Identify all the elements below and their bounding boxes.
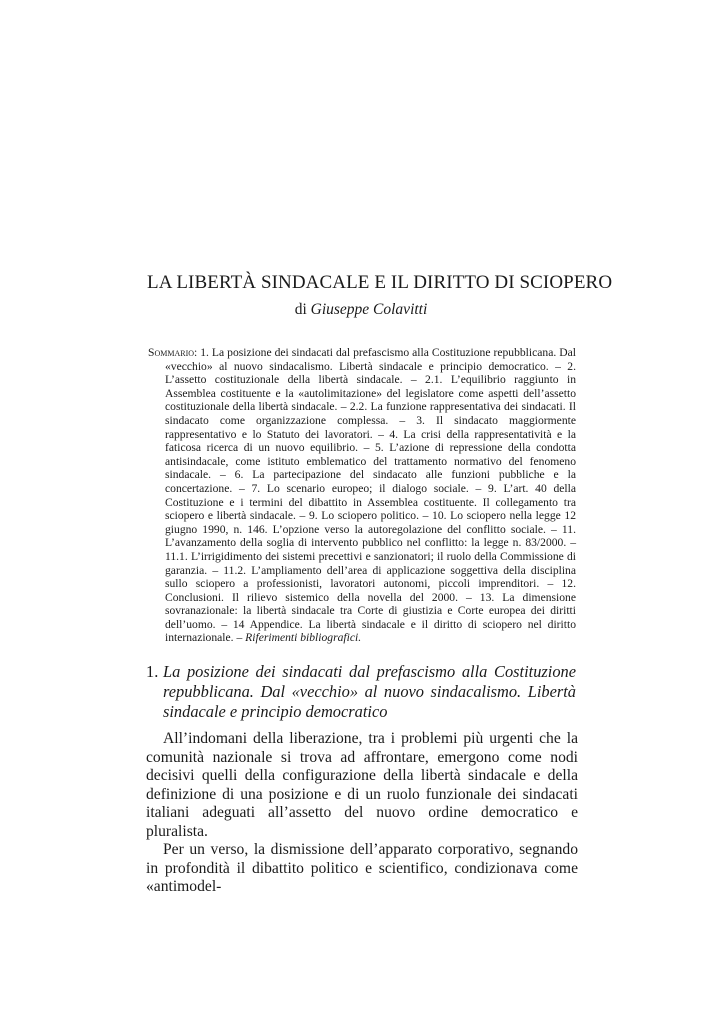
- summary-text: 1. La posizione dei sindacati dal prefascismo alla Costituzione repubblicana. Dal «vecchio» al nuovo sindacalismo. Libertà sindacale e principio democratico. – 2. L’assetto costituzionale della libertà sindacale. – 2.1. L’equilibrio raggiunto in Assemblea costituente e la «autolimitazione» del legislatore come aspetti dell’assetto costituzionale della libertà sindacale. – 2.2. La funzione rappresentativa dei sindacati. Il sindacato come organizzazione complessa. – 3. Il sindacato maggiormente rappresentativo e lo Statuto dei lavoratori. – 4. La crisi della rappresentatività e la faticosa ricerca di un nuovo equilibrio. – 5. L’azione di repressione della condotta antisindacale, come istituto emblematico del trattamento normativo del fenomeno sindacale. – 6. La partecipazione del sindacato alle funzioni pubbliche e la concertazione. – 7. Lo scenario europeo; il dialogo sociale. – 9. L’art. 40 della Costituzione e i termini del dibattito in Assemblea costituente. Il collegamento tra sciopero e libertà sindacale. – 9. Lo sciopero politico. – 10. Lo sciopero nella legge 12 giugno 1990, n. 146. L’opzione verso la autoregolazione del conflitto sociale. – 11. L’avanzamento della soglia di intervento pubblico nel conflitto: la legge n. 83/2000. – 11.1. L’irrigidimento dei sistemi precettivi e sanzionatori; il ruolo della Commissione di garanzia. – 11.2. L’ampliamento dell’area di applicazione soggettiva della disciplina sullo sciopero a professionisti, lavoratori autonomi, piccoli imprenditori. – 12. Conclusioni. Il rilievo sistemico della novella del 2000. – 13. La dimensione sovranazionale: la libertà sindacale tra Corte di giustizia e Corte europea dei diritti dell’uomo. – 14 Appendice. La libertà sindacale e il diritto di sciopero nel diritto internazionale. –: [165, 346, 576, 645]
- article-title: LA LIBERTÀ SINDACALE E IL DIRITTO DI SCIOPERO: [147, 272, 613, 293]
- author-name: Giuseppe Colavitti: [310, 301, 428, 318]
- body-paragraph: All’indomani della liberazione, tra i problemi più urgenti che la comunità nazionale si trova ad affrontare, emergono come nodi decisivi quelli della configurazione della libertà sindacale e della definizione di una posizione e di un ruolo funzionale dei sindacati italiani adeguati all’assetto del nuovo ordine democratico e pluralista.: [146, 730, 578, 840]
- article-author: [147, 301, 575, 319]
- body-paragraph: Per un verso, la dismissione dell’apparato corporativo, segnando in profondità il dibattito politico e scientifico, condizionava come «antimodel-: [146, 841, 578, 895]
- summary-label: Sommario:: [148, 346, 198, 359]
- summary-references: Riferimenti bibliografici.: [245, 631, 362, 645]
- section-heading: [146, 662, 576, 722]
- summary-block: [148, 346, 576, 645]
- body-text: [146, 730, 578, 897]
- summary-paragraph: [148, 346, 576, 645]
- section-number: 1.: [146, 662, 159, 681]
- author-prefix: di: [294, 301, 307, 318]
- section-heading-text: La posizione dei sindacati dal prefascismo alla Costituzione repubblicana. Dal «vecchio» al nuovo sindacalismo. Libertà sindacale e principio democratico: [163, 662, 576, 721]
